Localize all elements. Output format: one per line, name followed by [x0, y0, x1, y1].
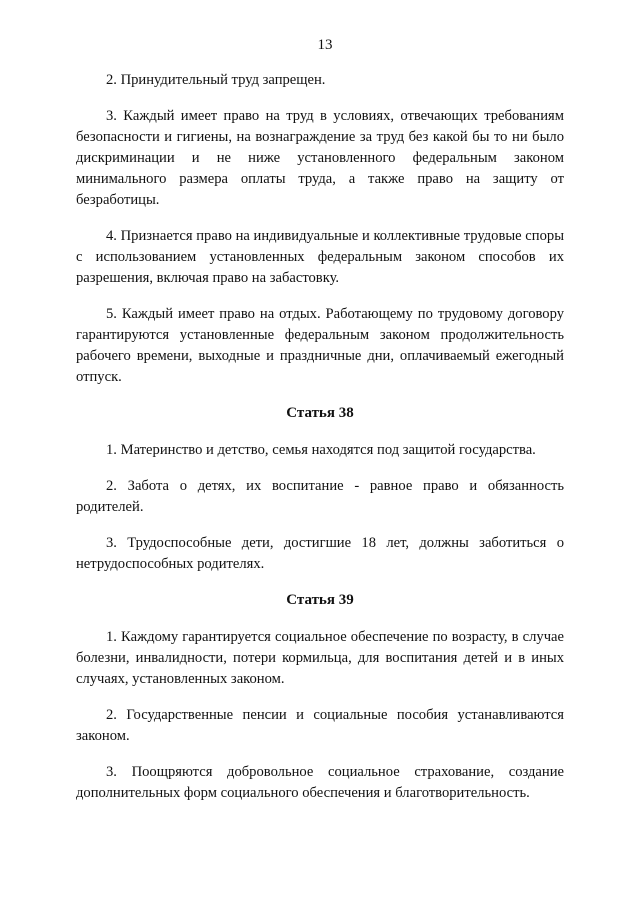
- article-38-heading: Статья 38: [286, 405, 354, 421]
- paragraph-38-3: 3. Трудоспособные дети, достигшие 18 лет, должны заботиться о нетрудоспособных родителях.: [76, 535, 564, 572]
- paragraph-37-5: 5. Каждый имеет право на отдых. Работающему по трудовому договору гарантируются установленные федеральным законом продолжительность рабочего времени, выходные и праздничные дни, оплачиваемый ежегодный отпуск.: [76, 306, 564, 385]
- paragraph-39-2: 2. Государственные пенсии и социальные пособия устанавливаются законом.: [76, 707, 564, 744]
- page-number: 13: [317, 37, 333, 53]
- paragraph-38-1: 1. Материнство и детство, семья находятся под защитой государства.: [106, 442, 536, 458]
- paragraph-39-3: 3. Поощряются добровольное социальное страхование, создание дополнительных форм социального обеспечения и благотворительность.: [76, 764, 564, 801]
- document-page: [76, 36, 564, 819]
- paragraph-37-3: 3. Каждый имеет право на труд в условиях, отвечающих требованиям безопасности и гигиены, на вознаграждение за труд без какой бы то ни было дискриминации и не ниже установленного федеральным законом минимального размера оплаты труда, а также право на защиту от безработицы.: [76, 108, 564, 208]
- paragraph-39-1: 1. Каждому гарантируется социальное обеспечение по возрасту, в случае болезни, инвалидности, потери кормильца, для воспитания детей и в иных случаях, установленных законом.: [76, 629, 564, 687]
- article-39-heading: Статья 39: [286, 592, 354, 608]
- paragraph-37-2: 2. Принудительный труд запрещен.: [106, 72, 326, 88]
- paragraph-38-2: 2. Забота о детях, их воспитание - равное право и обязанность родителей.: [76, 478, 564, 515]
- paragraph-37-4: 4. Признается право на индивидуальные и коллективные трудовые споры с использованием установленных федеральным законом способов их разрешения, включая право на забастовку.: [76, 228, 564, 286]
